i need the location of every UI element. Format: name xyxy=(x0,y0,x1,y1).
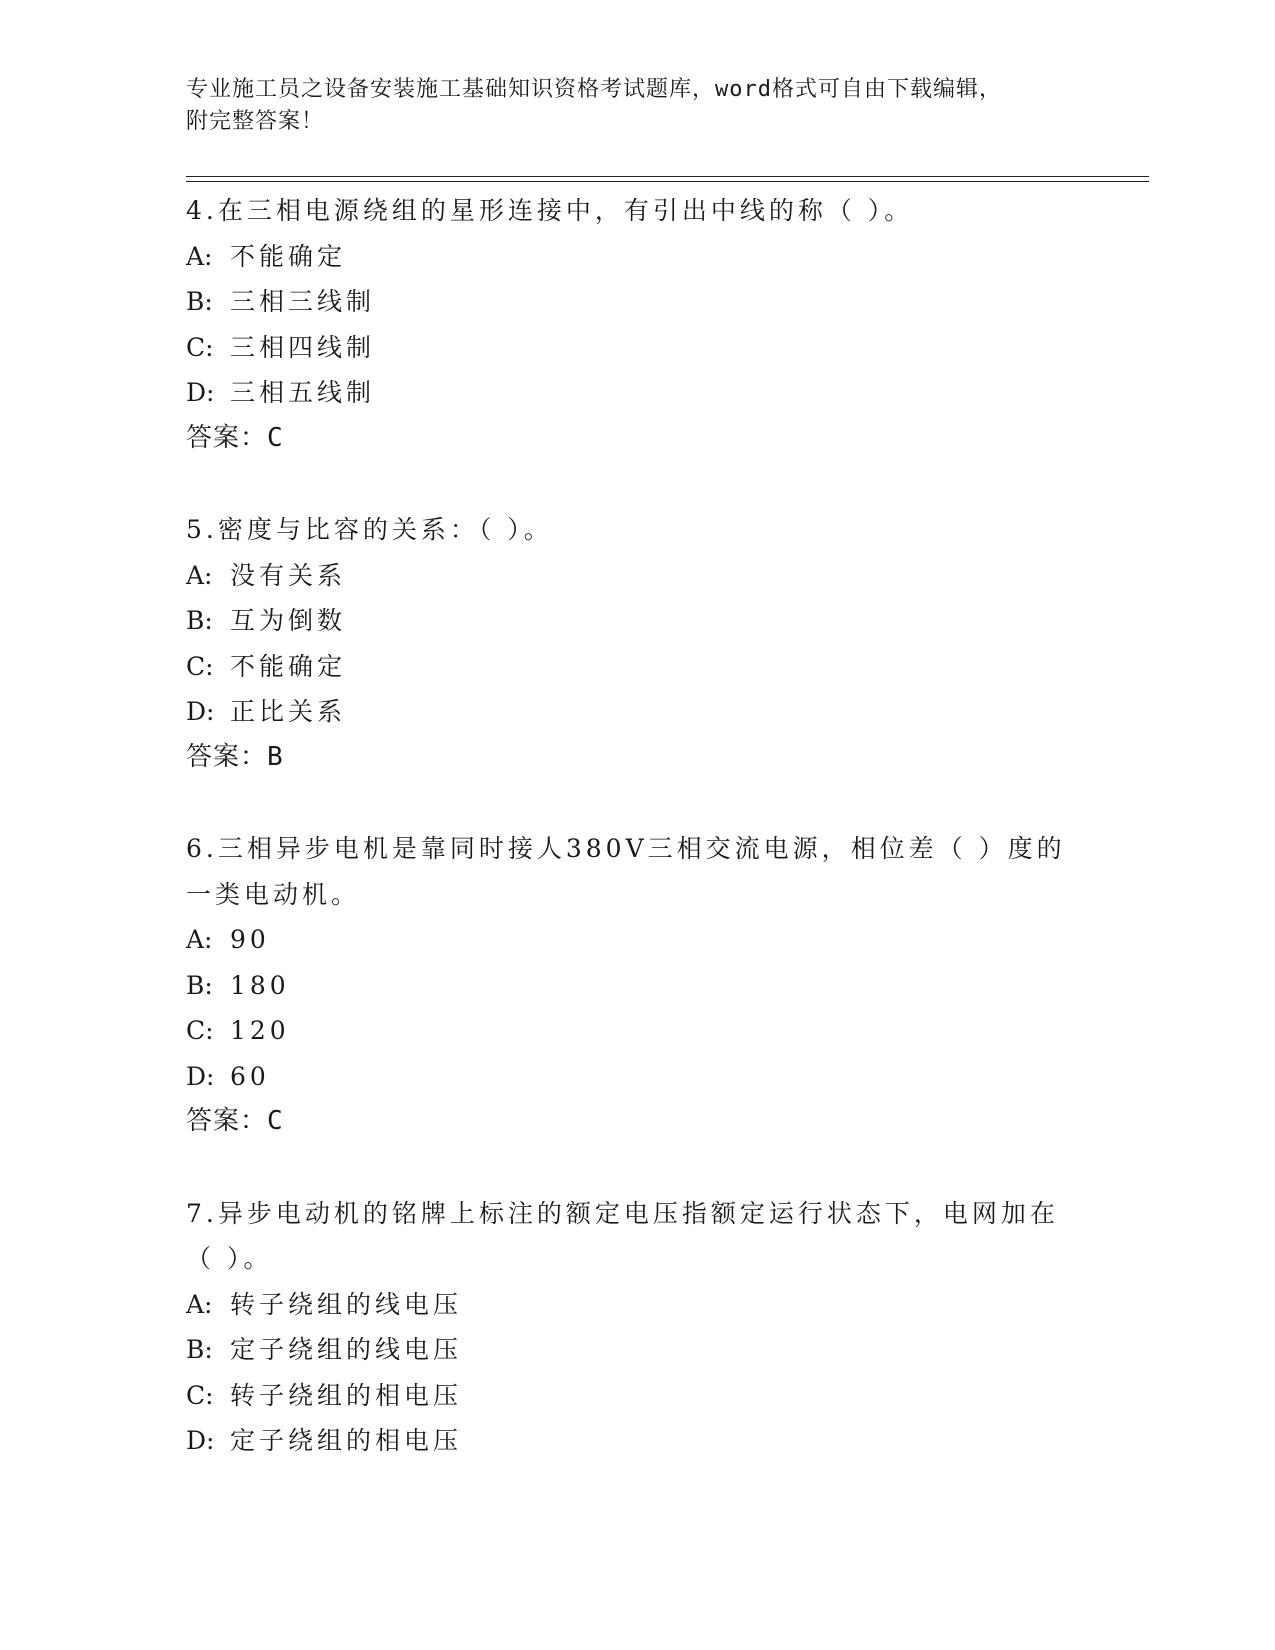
option-letter: C: xyxy=(186,332,214,362)
option-a xyxy=(186,917,1086,963)
option-letter: D: xyxy=(186,1061,215,1091)
question-4 xyxy=(186,188,1086,461)
question-stem: 4.在三相电源绕组的星形连接中，有引出中线的称（ ）。 xyxy=(186,196,914,225)
question-list xyxy=(186,188,1086,1510)
option-a xyxy=(186,234,1086,280)
question-5 xyxy=(186,507,1086,780)
option-letter: D: xyxy=(186,378,215,407)
option-text: 定子绕组的线电压 xyxy=(230,1335,463,1364)
answer: 答案：B xyxy=(186,741,284,772)
option-b xyxy=(186,279,1086,325)
question-stem: 7.异步电动机的铭牌上标注的额定电压指额定运行状态下，电网加在（ ）。 xyxy=(186,1198,1059,1273)
option-text: 60 xyxy=(230,1061,270,1091)
option-text: 转子绕组的线电压 xyxy=(230,1289,463,1319)
option-d xyxy=(186,1054,1086,1100)
option-d xyxy=(186,689,1086,735)
option-text: 不能确定 xyxy=(230,241,347,271)
answer: 答案：C xyxy=(186,422,284,453)
option-letter: A: xyxy=(186,241,213,271)
option-c xyxy=(186,1373,1086,1419)
option-text: 互为倒数 xyxy=(230,606,347,635)
option-text: 定子绕组的相电压 xyxy=(230,1426,463,1455)
option-text: 三相五线制 xyxy=(230,378,376,407)
option-text: 90 xyxy=(230,925,270,954)
option-text: 120 xyxy=(230,1016,290,1045)
header-line-1: 专业施工员之设备安装施工基础知识资格考试题库，word格式可自由下载编辑， xyxy=(186,77,1002,102)
header-line-2: 附完整答案！ xyxy=(186,109,325,134)
question-7 xyxy=(186,1191,1086,1464)
question-6 xyxy=(186,826,1086,1145)
option-a xyxy=(186,553,1086,599)
option-text: 三相四线制 xyxy=(230,332,376,362)
header-divider-top xyxy=(186,176,1149,177)
question-stem: 6.三相异步电机是靠同时接人380V三相交流电源，相位差（ ）度的一类电动机。 xyxy=(186,834,1066,909)
option-letter: D: xyxy=(186,697,215,726)
option-c xyxy=(186,644,1086,690)
option-b xyxy=(186,598,1086,644)
option-c xyxy=(186,1008,1086,1054)
option-c xyxy=(186,325,1086,371)
option-letter: B: xyxy=(186,970,213,1000)
document-header xyxy=(186,74,1086,138)
answer: 答案：C xyxy=(186,1106,284,1136)
option-text: 180 xyxy=(230,970,290,1000)
option-b xyxy=(186,963,1086,1009)
option-text: 正比关系 xyxy=(230,697,347,726)
option-d xyxy=(186,370,1086,416)
option-text: 没有关系 xyxy=(230,560,347,590)
option-b xyxy=(186,1327,1086,1373)
option-text: 三相三线制 xyxy=(230,287,376,316)
question-stem: 5.密度与比容的关系：（ ）。 xyxy=(186,515,553,544)
option-letter: B: xyxy=(186,606,213,635)
option-a xyxy=(186,1282,1086,1328)
option-letter: C: xyxy=(186,1380,214,1410)
option-letter: C: xyxy=(186,1016,214,1045)
option-text: 不能确定 xyxy=(230,651,347,681)
header-divider-bottom xyxy=(186,181,1149,182)
option-letter: A: xyxy=(186,925,213,954)
option-letter: B: xyxy=(186,287,213,316)
option-letter: D: xyxy=(186,1426,215,1455)
option-letter: B: xyxy=(186,1335,213,1364)
option-d xyxy=(186,1418,1086,1464)
option-text: 转子绕组的相电压 xyxy=(230,1380,463,1410)
option-letter: A: xyxy=(186,560,213,590)
option-letter: C: xyxy=(186,651,214,681)
option-letter: A: xyxy=(186,1289,213,1319)
